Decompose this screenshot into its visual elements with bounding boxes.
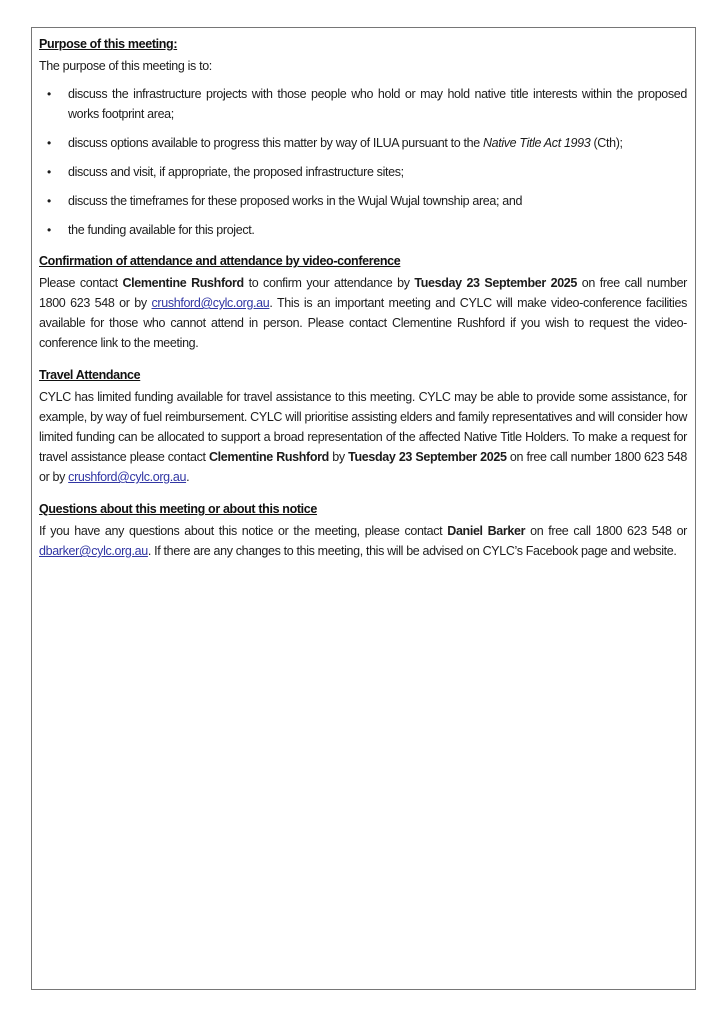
text-run: on free call number 1800 623 548 or by xyxy=(39,276,687,310)
attendance-heading: Confirmation of attendance and attendance by video-conference xyxy=(39,254,401,268)
attendance-paragraph xyxy=(39,273,687,353)
purpose-intro: The purpose of this meeting is to: xyxy=(39,59,212,73)
section-purpose xyxy=(39,34,687,240)
text-run: . This is an important meeting and CYLC will make video-conference facilities available for those who cannot attend in person. Please contact Clementine Rushford if you wish to request the video-conference link to the meeting. xyxy=(39,296,687,350)
text-run: on free call 1800 623 548 or xyxy=(525,524,687,538)
bullet-text xyxy=(68,133,687,153)
bullet-text xyxy=(68,220,687,240)
text-run: CYLC has limited funding available for travel assistance to this meeting. CYLC may be able to provide some assistance, for example, by way of fuel reimbursement. CYLC will prioritise assisting elders and family representatives and will consider how limited funding can be allocated to support a broad representation of the affected Native Title Holders. To make a request for travel assistance please contact xyxy=(39,390,687,464)
text-run: discuss the infrastructure projects with those people who hold or may hold native title interests within the proposed works footprint area; xyxy=(68,87,687,121)
bullet-icon: • xyxy=(47,87,51,101)
text-run: . xyxy=(186,470,190,484)
bullet-icon: • xyxy=(47,223,51,237)
list-item xyxy=(47,84,687,124)
bullet-text xyxy=(68,191,687,211)
text-run: (Cth); xyxy=(590,136,623,150)
text-run: Tuesday 23 September 2025 xyxy=(348,450,507,464)
text-run: to confirm your attendance by xyxy=(243,276,415,290)
bullet-text xyxy=(68,162,687,182)
travel-heading: Travel Attendance xyxy=(39,368,141,382)
text-run: the funding available for this project. xyxy=(68,223,255,237)
text-run: on free call number 1800 623 548 or by xyxy=(39,450,687,484)
text-run: Clementine Rushford xyxy=(122,276,244,290)
list-item xyxy=(47,133,687,153)
text-run: Tuesday 23 September 2025 xyxy=(414,276,578,290)
meeting-notice-box xyxy=(31,27,696,990)
text-run: Clementine Rushford xyxy=(208,450,329,464)
bullet-icon: • xyxy=(47,165,51,179)
section-travel-attendance xyxy=(39,365,687,487)
travel-paragraph xyxy=(39,387,687,487)
text-run: Daniel Barker xyxy=(447,524,526,538)
questions-paragraph xyxy=(39,521,687,561)
questions-heading: Questions about this meeting or about this notice xyxy=(39,502,318,516)
text-run: Native Title Act 1993 xyxy=(482,136,591,150)
list-item xyxy=(47,220,687,240)
text-run: discuss the timeframes for these proposed works in the Wujal Wujal township area; and xyxy=(68,194,523,208)
text-run: discuss options available to progress this matter by way of ILUA pursuant to the xyxy=(68,136,483,150)
purpose-bullet-list xyxy=(39,84,687,240)
list-item xyxy=(47,191,687,211)
bullet-icon: • xyxy=(47,194,51,208)
text-run: If you have any questions about this notice or the meeting, please contact xyxy=(39,524,448,538)
text-run: Please contact xyxy=(39,276,123,290)
list-item xyxy=(47,162,687,182)
email-link[interactable]: crushford@cylc.org.au xyxy=(68,470,187,484)
bullet-icon: • xyxy=(47,136,51,150)
purpose-heading: Purpose of this meeting: xyxy=(39,37,178,51)
text-run: discuss and visit, if appropriate, the proposed infrastructure sites; xyxy=(68,165,404,179)
section-attendance-confirmation xyxy=(39,251,687,353)
section-questions xyxy=(39,499,687,561)
text-run: . If there are any changes to this meeting, this will be advised on CYLC’s Facebook page and website. xyxy=(147,544,677,558)
bullet-text xyxy=(68,84,687,124)
email-link[interactable]: dbarker@cylc.org.au xyxy=(39,544,148,558)
email-link[interactable]: crushford@cylc.org.au xyxy=(151,296,270,310)
text-run: by xyxy=(328,450,349,464)
